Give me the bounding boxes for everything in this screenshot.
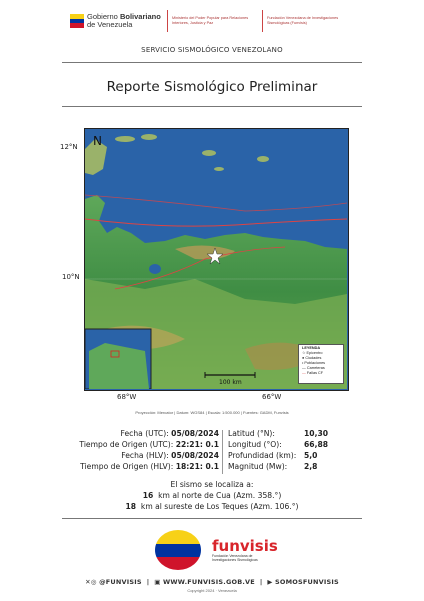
social-handle[interactable]: @FUNVISIS: [99, 578, 142, 586]
copyright: Copyright 2024 · Venezuela: [187, 588, 237, 593]
funvisis-subtitle: Fundación Venezolana de Investigaciones Sismológicas: [212, 554, 258, 562]
legend-item: ― Fallas CF: [302, 371, 324, 375]
website-link[interactable]: WWW.FUNVISIS.GOB.VE: [163, 578, 255, 586]
lon-tick-66: 66°W: [262, 393, 282, 401]
social-links: ✕◎ @FUNVISIS | ▣ WWW.FUNVISIS.GOB.VE | ▶ SOMOSFUNVISIS: [85, 578, 339, 586]
param-label: Profundidad (km):: [228, 451, 297, 460]
lat-tick-12: 12°N: [60, 143, 78, 151]
legend-item: ― Carreteras: [302, 366, 325, 370]
param-label: Fecha (UTC): 05/08/2024: [120, 429, 219, 438]
service-title: SERVICIO SISMOLÓGICO VENEZOLANO: [141, 46, 283, 54]
web-icon: ▣: [154, 578, 161, 586]
param-value: 10,30: [304, 429, 329, 438]
venezuela-shield-icon: [155, 530, 201, 570]
param-label: Tiempo de Origen (UTC): 22:21: 0.1: [79, 440, 219, 449]
param-value: 2,8: [304, 462, 318, 471]
top-rule: [62, 62, 362, 63]
map-caption: Proyección: Mercator | Datum: WGS84 | Escala: 1:500.000 | Fuentes: GADM, Funvisis: [135, 410, 289, 415]
params-divider: [222, 430, 223, 474]
param-label: Latitud (°N):: [228, 429, 275, 438]
legend-title: LEYENDA: [302, 346, 321, 350]
ministry-text: Ministerio del Poder Popular para Relaciones Interiores, Justicia y Paz: [172, 16, 249, 25]
location-line-1: 16 km al norte de Cua (Azm. 358.°): [142, 491, 282, 500]
location-line-2: 18 km al sureste de Los Teques (Azm. 106.°): [125, 502, 299, 511]
foundation-text: Fundación Venezolana de Investigaciones Sismológicas (Funvisis): [267, 16, 339, 25]
header-logos: [70, 8, 370, 34]
param-value: 66,88: [304, 440, 329, 449]
param-label: Longitud (°O):: [228, 440, 282, 449]
param-label: Tiempo de Origen (HLV): 18:21: 0.1: [80, 462, 219, 471]
param-label: Fecha (HLV): 05/08/2024: [121, 451, 219, 460]
title-rule: [62, 106, 362, 107]
header-divider: [262, 10, 263, 32]
lon-tick-68: 68°W: [117, 393, 137, 401]
param-value: 5,0: [304, 451, 318, 460]
government-logo-text: Gobierno Bolivariano de Venezuela: [87, 12, 161, 29]
funvisis-brand: funvisis: [212, 537, 278, 555]
youtube-icon: ▶: [267, 578, 273, 586]
north-arrow-icon: N: [93, 134, 102, 148]
report-title: Reporte Sismológico Preliminar: [106, 79, 318, 95]
venezuela-flag-icon: [70, 14, 84, 28]
channel-link[interactable]: SOMOSFUNVISIS: [275, 578, 339, 586]
header-divider: [167, 10, 168, 32]
funvisis-logo: [212, 538, 282, 568]
epicenter-map: [84, 128, 349, 391]
map-legend: [298, 344, 344, 384]
legend-item: ● Ciudades: [302, 356, 322, 360]
social-icon: ✕◎: [85, 578, 97, 586]
location-intro: El sismo se localiza a:: [170, 480, 254, 489]
footer-logos: [0, 530, 424, 570]
param-row: [0, 462, 424, 474]
legend-item: ☆ Epicentro: [302, 351, 323, 355]
bottom-rule: [62, 518, 362, 519]
param-label: Magnitud (Mw):: [228, 462, 288, 471]
lat-tick-10: 10°N: [62, 273, 80, 281]
legend-item: • Poblaciones: [302, 361, 326, 365]
scale-bar-label: 100 km: [219, 379, 242, 386]
